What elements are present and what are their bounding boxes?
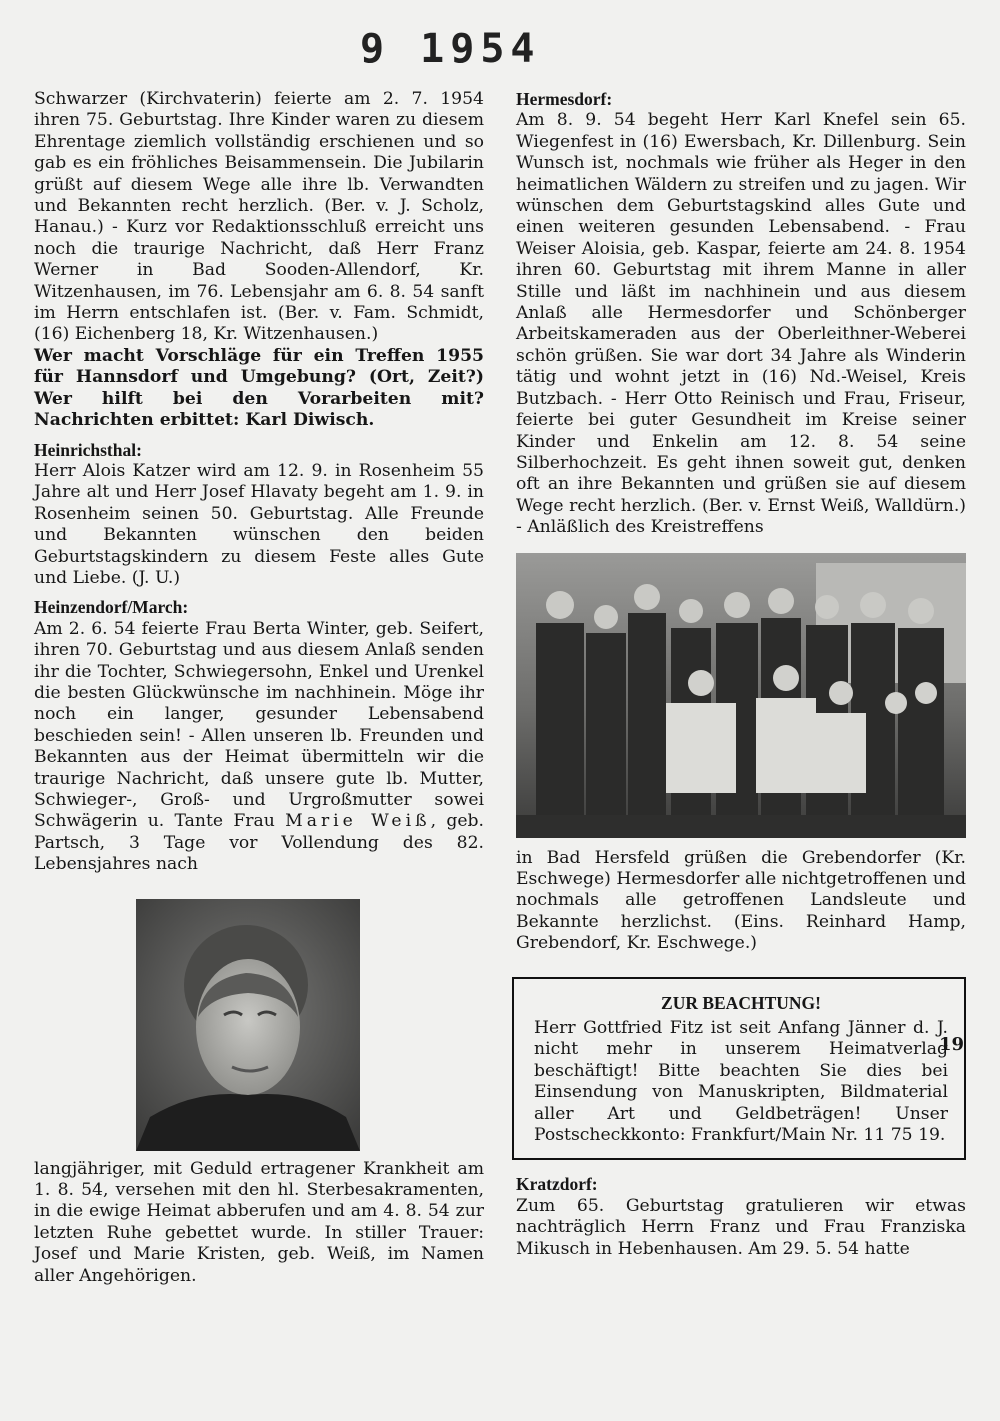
text-heinzendorf-continued: langjähriger, mit Geduld ertragener Krankheit am 1. 8. 54, versehen mit den hl. Sterbesakramenten, in die ewige Heimat abberufen und am 4. 8. 54 zur letzten Ruhe gebettet wurde. In stiller Trauer: Josef und Marie Kristen, geb. Weiß, im Namen aller Angehörigen. <box>34 1158 484 1286</box>
right-column <box>516 89 966 1260</box>
heading-kratzdorf: Kratzdorf: <box>516 1174 598 1195</box>
heading-heinzendorf: Heinzendorf/March: <box>34 597 189 618</box>
notice-box <box>512 977 966 1161</box>
section-kratzdorf <box>516 1174 966 1260</box>
notice-text: Herr Gottfried Fitz ist seit Anfang Jänner d. J. nicht mehr in unserem Heimatverlag beschäftigt! Bitte beachten Sie dies bei Einsendung von Manuskripten, Bildmaterial aller Art und Geldbeträgen! Unser Postscheckkonto: Frankfurt/Main Nr. 11 75 19. <box>534 1017 948 1145</box>
text-heinrichsthal: Herr Alois Katzer wird am 12. 9. in Rosenheim 55 Jahre alt und Herr Josef Hlavaty begeht am 1. 9. in Rosenheim seinen 50. Geburtstag. Alle Freunde und Bekannten wünschen den beiden Geburtstagskindern zu diesem Feste alles Gute und Liebe. (J. U.) <box>34 460 484 588</box>
group-photo <box>516 553 966 838</box>
text-kratzdorf: Zum 65. Geburtstag gratulieren wir etwas nachträglich Herrn Franz und Frau Franziska Mikusch in Hebenhausen. Am 29. 5. 54 hatte <box>516 1195 966 1259</box>
left-column <box>34 89 484 1287</box>
heading-hermesdorf: Hermesdorf: <box>516 89 613 109</box>
heading-heinrichsthal: Heinrichsthal: <box>34 439 142 460</box>
text-heinzendorf-a: Am 2. 6. 54 feierte Frau Berta Winter, geb. Seifert, ihren 70. Geburtstag und aus diesem Anlaß senden ihr die Tochter, Schwiegersohn, Enkel und Urenkel die besten Glückwünsche im nachhinein. Möge ihr noch ein langer, gesunder Lebensabend beschieden sein! - Allen unseren lb. Freunden und Bekannten aus der Heimat übermitteln wir die traurige Nachricht, daß unsere gute lb. Mutter, Schwieger-, Groß- und Urgroßmutter sowei Schwägerin u. Tante Frau <box>34 618 484 832</box>
portrait-photo <box>136 899 360 1151</box>
notice-title: ZUR BEACHTUNG! <box>661 992 821 1013</box>
meeting-callout: Wer macht Vorschläge für ein Treffen 1955 für Hannsdorf und Umgebung? (Ort, Zeit?) Wer hilft bei den Vorarbeiten mit? Nachrichten erbittet: Karl Diwisch. <box>34 345 484 431</box>
text-hermesdorf: Am 8. 9. 54 begeht Herr Karl Knefel sein 65. Wiegenfest in (16) Ewersbach, Kr. Dillenburg. Sein Wunsch ist, nochmals wie früher als Heger in den heimatlichen Wäldern zu streifen und zu jagen. Wir wünschen dem Geburtstagskind alles Gute und einen weiteren gesunden Lebensabend. - Frau Weiser Aloisia, geb. Kaspar, feierte am 24. 8. 1954 ihren 60. Geburtstag mit ihrem Manne in aller Stille und läßt im nachhinein und aus diesem Anlaß alle Hermesdorfer und Schönberger Arbeitskameraden aus der Oberleithner-Weberei schön grüßen. Sie war dort 34 Jahre als Winderin tätig und wohnt jetzt in (16) Nd.-Weisel, Kreis Butzbach. - Herr Otto Reinisch und Frau, Friseur, feierte bei guter Gesundheit im Kreise seiner Kinder und Enkelin am 12. 8. 54 seine Silberhochzeit. Es geht ihnen soweit gut, denken oft an ihre Bekannten und grüßen sie auf diesem Wege recht herzlich. (Ber. v. Ernst Weiß, Walldürn.) - Anläßlich des Kreistreffens <box>516 110 966 538</box>
page-number: 19 <box>938 1034 964 1055</box>
deceased-name: Marie Weiß <box>285 811 431 832</box>
handwritten-issue-stamp: 9 1954 <box>360 26 541 72</box>
text-heinzendorf-b: , geb. Partsch, 3 Tage vor Vollendung des 82. Lebensjahres nach <box>34 811 484 875</box>
text-hermesdorf-continued: in Bad Hersfeld grüßen die Grebendorfer (Kr. Eschwege) Hermesdorfer alle nichtgetroffenen und nochmals alle getroffenen Landsleute und Bekannte herzlichst. (Eins. Reinhard Hamp, Grebendorf, Kr. Eschwege.) <box>516 847 966 954</box>
section-heinrichsthal <box>34 440 484 590</box>
text-heinzendorf <box>34 619 484 876</box>
section-heinzendorf <box>34 597 484 1287</box>
article-schwarzer: Schwarzer (Kirchvaterin) feierte am 2. 7. 1954 ihren 75. Geburtstag. Ihre Kinder waren zu diesem Ehrentage ziemlich vollständig erschienen und so gab es ein fröhliches Beisammensein. Die Jubilarin grüßt auf diesem Wege alle ihre lb. Verwandten und Bekannten recht herzlich. (Ber. v. J. Scholz, Hanau.) - Kurz vor Redaktionsschluß erreicht uns noch die traurige Nachricht, daß Herr Franz Werner in Bad Sooden-Allendorf, Kr. Witzenhausen, im 76. Lebensjahr am 6. 8. 54 sanft im Herrn entschlafen ist. (Ber. v. Fam. Schmidt, (16) Eichenberg 18, Kr. Witzenhausen.) <box>34 89 484 345</box>
section-hermesdorf <box>516 89 966 955</box>
